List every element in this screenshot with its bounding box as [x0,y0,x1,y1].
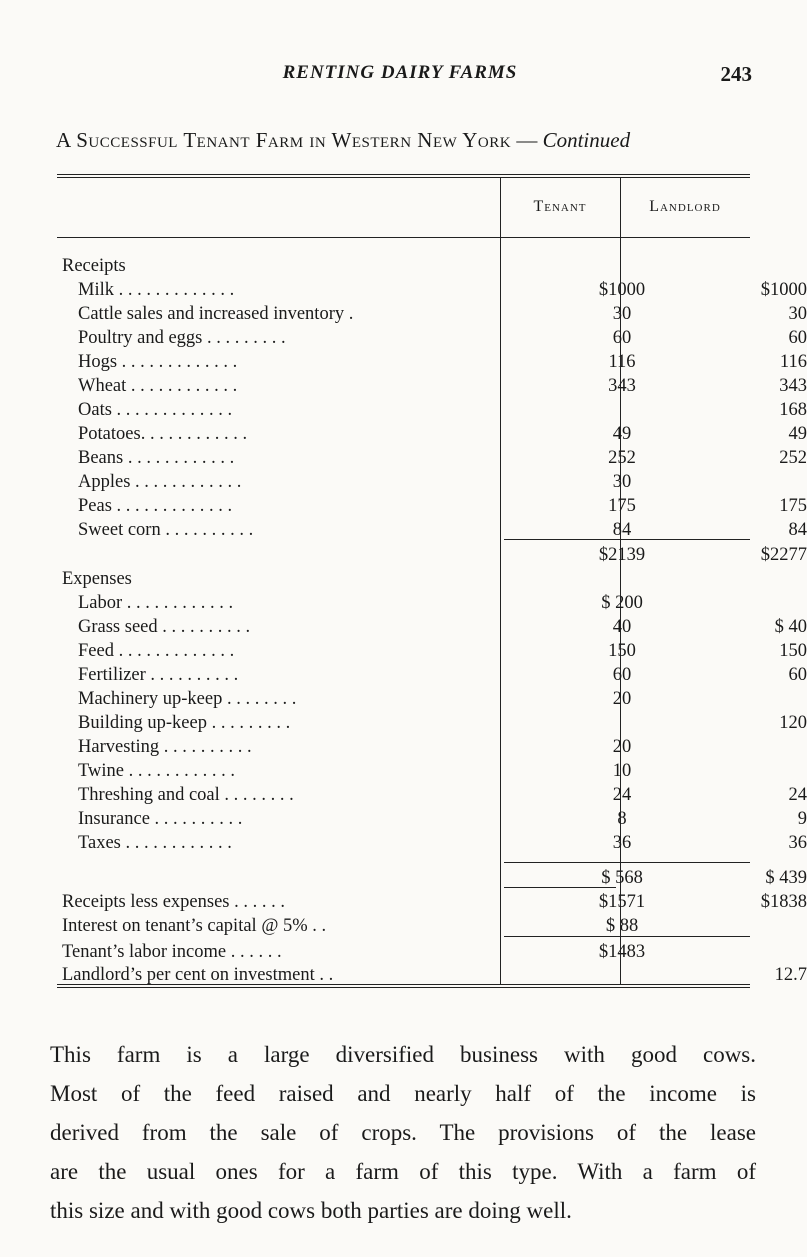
table-row [78,711,807,735]
table-row [78,326,807,350]
tenant-value: 30 [612,472,632,492]
paragraph-line: This farm is a large diversified business with good cows. [50,1042,756,1067]
row-label: Twine . . . . . . . . . . . . [78,761,235,781]
tenant-value: 150 [608,641,636,661]
row-label: Labor . . . . . . . . . . . . [78,593,234,613]
table-row [62,890,807,914]
table-row [62,254,762,278]
landlord-value: 343 [779,376,807,396]
landlord-value: $1838 [760,892,807,912]
landlord-value: 175 [779,496,807,516]
table-row [78,350,807,374]
row-label: Beans . . . . . . . . . . . . [78,448,235,468]
table-row [78,374,807,398]
row-label: Tenant’s labor income . . . . . . [62,942,282,962]
table-row [78,663,807,687]
tenant-total: $ 568 [601,868,643,888]
tenant-value: 84 [612,520,632,540]
tenant-value: $1483 [598,942,646,962]
table-row [78,831,807,855]
tenant-value: $ 200 [601,593,643,613]
table-title-main: A Successful Tenant Farm in Western New York [56,128,512,152]
landlord-value: 49 [788,424,807,444]
tenant-value: 252 [608,448,636,468]
table-row [78,470,778,494]
tenant-value: $1000 [598,280,646,300]
table-bottom-rule-2 [57,987,750,988]
table-row [62,963,807,987]
landlord-value: $1000 [760,280,807,300]
table-row [78,494,807,518]
tenant-value: 116 [608,352,636,372]
tenant-value: 24 [612,785,632,805]
landlord-value: 36 [788,833,807,853]
landlord-value: 252 [779,448,807,468]
table-row [62,866,807,890]
landlord-value: 120 [779,713,807,733]
page-header [0,62,800,92]
table-top-rule-2 [57,177,750,178]
table-row [78,591,778,615]
row-label: Receipts less expenses . . . . . . [62,892,285,912]
table-row [78,398,807,422]
tenant-value: 20 [612,737,632,757]
tenant-value: 10 [612,761,632,781]
paragraph-line: Most of the feed raised and nearly half of the income is [50,1081,756,1106]
row-label: Sweet corn . . . . . . . . . . [78,520,254,540]
column-header-landlord: Landlord [649,198,721,215]
row-label: Wheat . . . . . . . . . . . . [78,376,238,396]
landlord-total: $2277 [760,545,807,565]
row-label: Expenses [62,569,132,589]
table-title [56,128,756,153]
table-row [78,783,807,807]
tenant-value: 30 [612,304,632,324]
row-label: Feed . . . . . . . . . . . . . [78,641,235,661]
table-row [62,567,762,591]
page-number: 243 [720,62,752,86]
tenant-value: 49 [612,424,632,444]
tenant-value: 40 [612,617,632,637]
row-label: Grass seed . . . . . . . . . . [78,617,251,637]
table-title-continued: Continued [542,128,631,152]
landlord-value: 116 [779,352,807,372]
landlord-value: 84 [788,520,807,540]
running-title: RENTING DAIRY FARMS [282,62,518,83]
landlord-value: 12.7 [774,965,807,985]
tenant-value: $ 88 [605,916,639,936]
table-row [78,422,807,446]
row-label: Oats . . . . . . . . . . . . . [78,400,233,420]
table-row [78,759,778,783]
landlord-value: 168 [779,400,807,420]
table-row [62,543,807,567]
table-row [78,807,807,831]
row-label: Cattle sales and increased inventory . [78,304,354,324]
row-label: Harvesting . . . . . . . . . . [78,737,252,757]
row-label: Poultry and eggs . . . . . . . . . [78,328,286,348]
table-row [78,615,807,639]
landlord-value: 60 [788,328,807,348]
paragraph-line: are the usual ones for a farm of this type. With a farm of [50,1159,756,1184]
landlord-value: 9 [797,809,807,829]
row-label: Milk . . . . . . . . . . . . . [78,280,235,300]
row-label: Insurance . . . . . . . . . . [78,809,243,829]
landlord-value: $ 40 [774,617,807,637]
tenant-value: 175 [608,496,636,516]
landlord-total: $ 439 [765,868,807,888]
expenses-total-rule [504,862,750,863]
table-row [78,735,778,759]
row-label: Threshing and coal . . . . . . . . [78,785,294,805]
tenant-value: 60 [612,665,632,685]
table-row [78,687,778,711]
column-header-tenant: Tenant [533,198,587,215]
table-row [62,914,762,938]
tenant-value: 36 [612,833,632,853]
landlord-value: 60 [788,665,807,685]
row-label: Fertilizer . . . . . . . . . . [78,665,239,685]
table-row [78,518,807,542]
header-rule [57,237,750,238]
paragraph-line: this size and with good cows both parties are doing well. [50,1198,572,1223]
row-label: Interest on tenant’s capital @ 5% . . [62,916,327,936]
row-label: Machinery up-keep . . . . . . . . [78,689,297,709]
row-label: Landlord’s per cent on investment . . [62,965,334,985]
body-paragraph [50,1035,756,1230]
tenant-value: 20 [612,689,632,709]
table-row [78,302,807,326]
table-row [78,278,807,302]
table-row [62,940,762,964]
tenant-total: $2139 [598,545,646,565]
table-top-rule [57,174,750,175]
row-label: Peas . . . . . . . . . . . . . [78,496,233,516]
row-label: Hogs . . . . . . . . . . . . . [78,352,238,372]
row-label: Building up-keep . . . . . . . . . [78,713,291,733]
table-title-dash: — [511,128,543,152]
landlord-value: 150 [779,641,807,661]
table-row [78,639,807,663]
table-row [78,446,807,470]
tenant-value: 60 [612,328,632,348]
row-label: Potatoes. . . . . . . . . . . . [78,424,248,444]
landlord-value: 24 [788,785,807,805]
tenant-value: $1571 [598,892,646,912]
paragraph-line: derived from the sale of crops. The provisions of the lease [50,1120,756,1145]
landlord-value: 30 [788,304,807,324]
row-label: Apples . . . . . . . . . . . . [78,472,242,492]
tenant-value: 343 [608,376,636,396]
row-label: Taxes . . . . . . . . . . . . [78,833,232,853]
tenant-value: 8 [617,809,627,829]
row-label: Receipts [62,256,126,276]
